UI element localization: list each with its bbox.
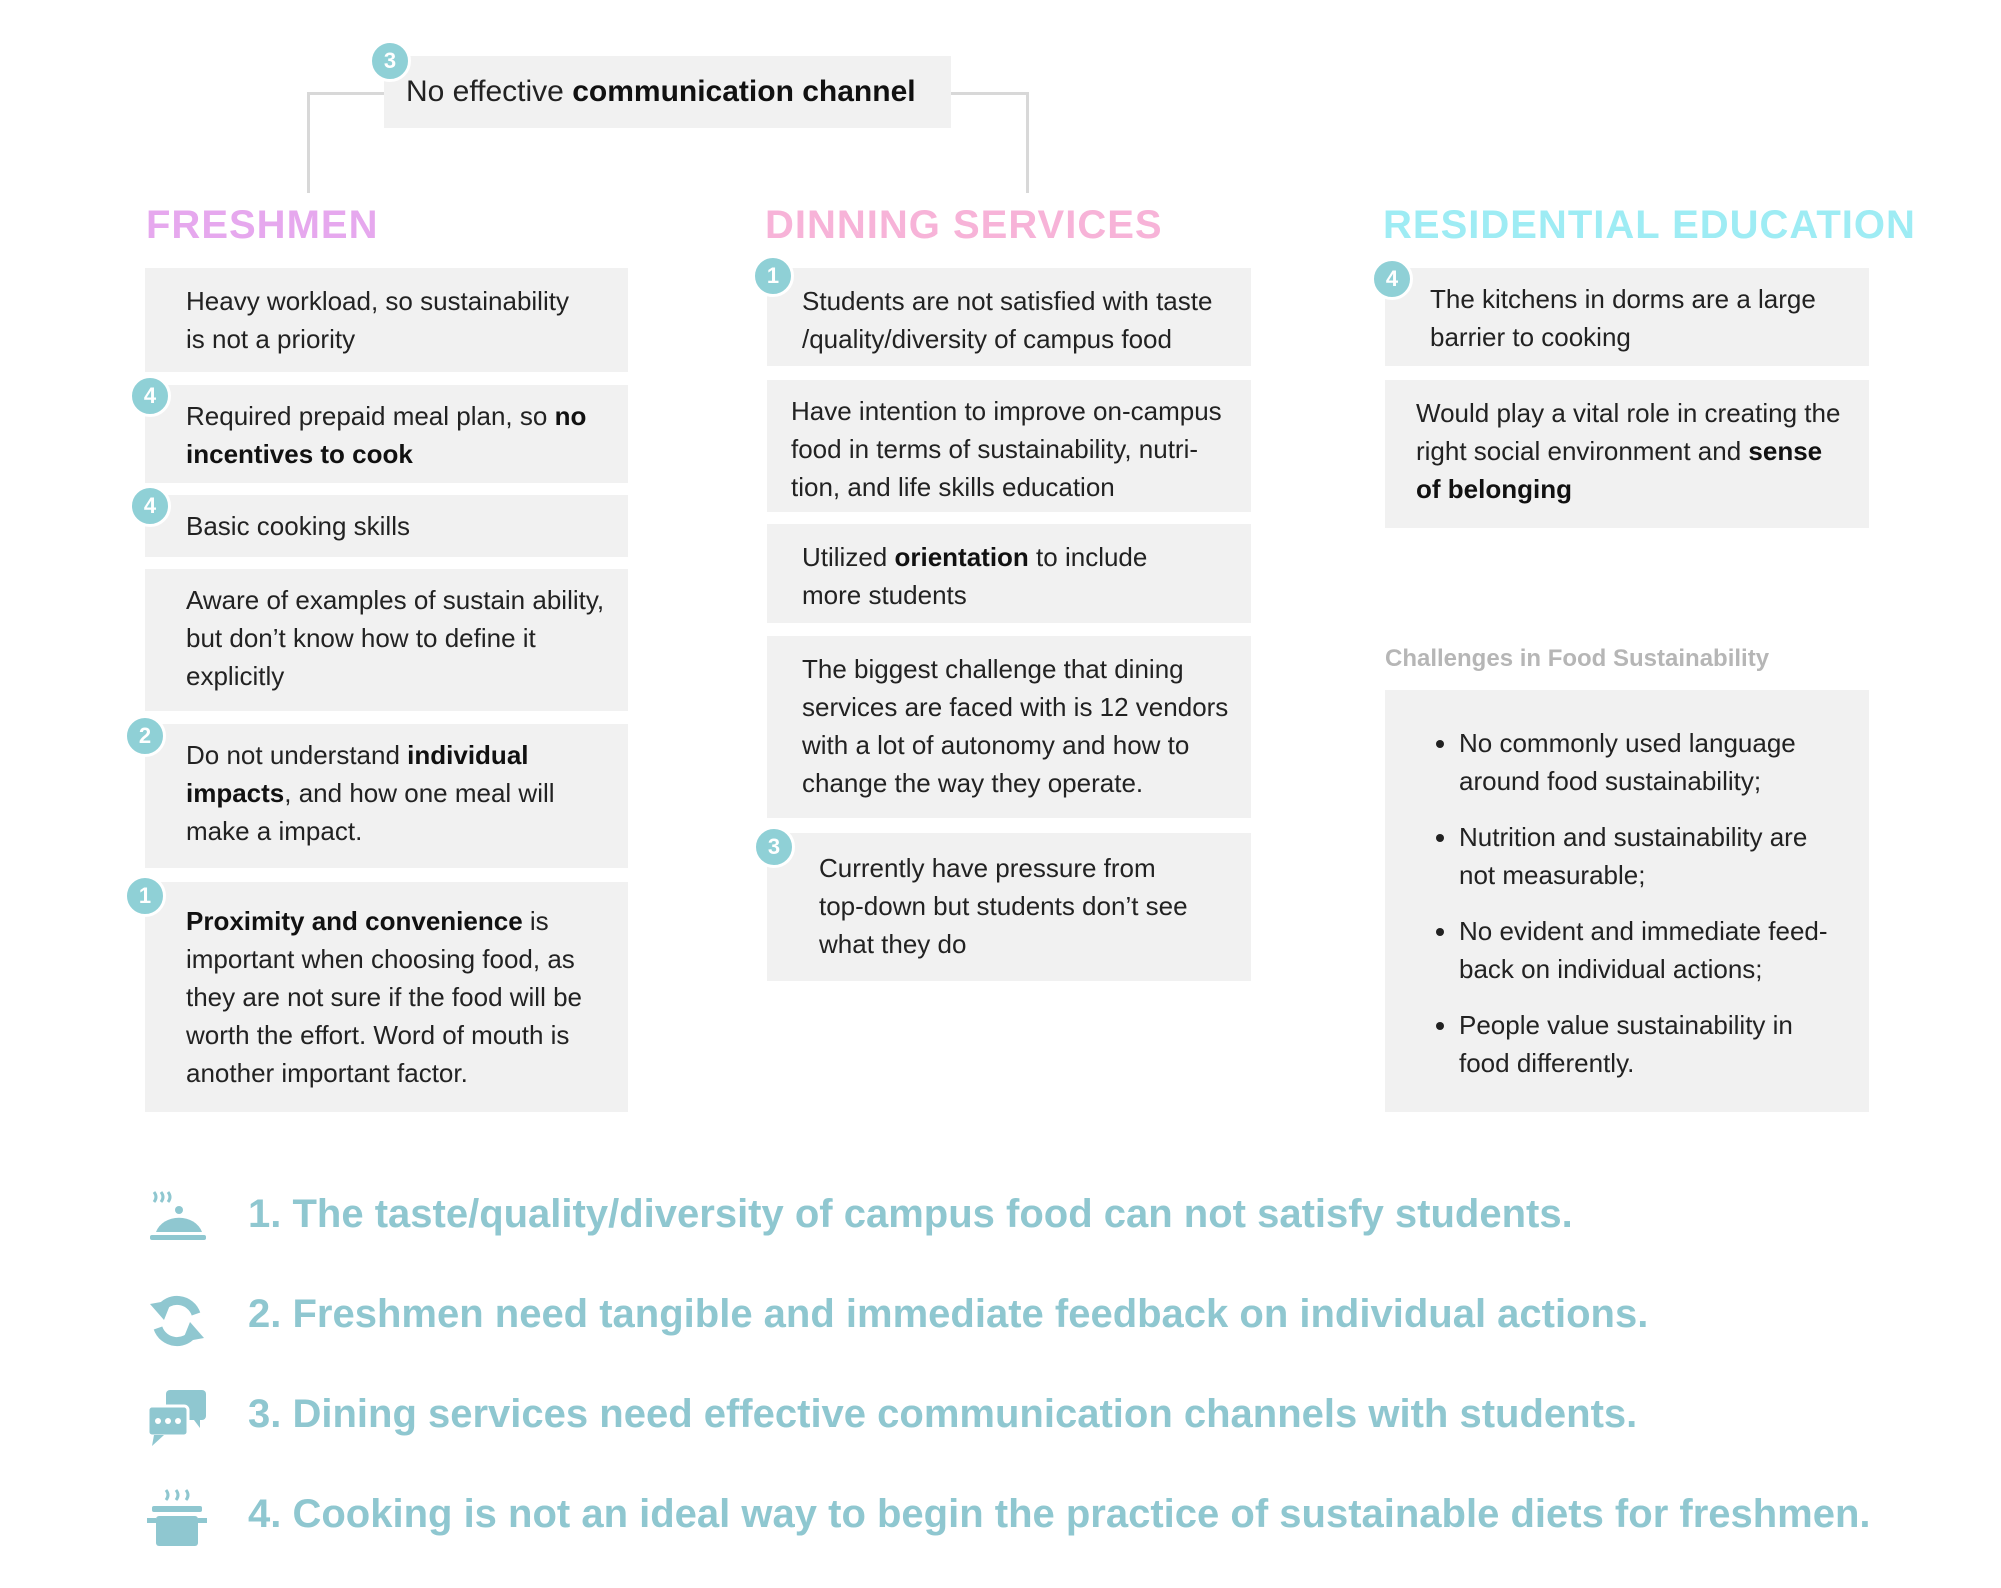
top-box-text: No effective [406,75,573,108]
residential-title: RESIDENTIAL EDUCATION [1383,203,1916,247]
residential-card-1-line2: barrier to cooking [1430,322,1631,352]
dining-card-3-line1 [802,538,1251,576]
dining-card-5-line1: Currently have pressure from [819,853,1156,883]
connector-right [950,92,1029,193]
residential-card-2-line1: Would play a vital role in creating the [1416,398,1841,428]
residential-card-1-line1: The kitchens in dorms are a large [1430,284,1816,314]
residential-card-1 [1385,268,1869,366]
freshmen-card-5-bold: individual [407,740,529,770]
dining-card-2 [767,380,1251,512]
dining-card-2-line3: tion, and life skills education [791,472,1115,502]
dining-card-5-line3: what they do [819,929,967,959]
dining-card-3-line2: more students [802,580,967,610]
challenges-list [1385,724,1869,1082]
freshmen-card-2-line2: incentives to cook [186,439,413,469]
challenge-1-line1: No commonly used language [1459,728,1796,758]
freshmen-card-1-line2: is not a priority [186,324,356,354]
challenge-3-line1: No evident and immediate feed- [1459,916,1828,946]
freshmen-card-3-line1: Basic cooking skills [186,511,410,541]
challenge-2-line2: not measurable; [1459,860,1646,890]
freshmen-card-4-line2: but don’t know how to define it [186,623,536,653]
dining-card-4-line1: The biggest challenge that dining [802,654,1184,684]
freshmen-card-4-line3: explicitly [186,661,285,691]
dining-card-4-line2: services are faced with is 12 vendors [802,692,1229,722]
dining-card-4-line3: with a lot of autonomy and how to [802,730,1190,760]
badge-freshmen-3: 4 [129,485,171,527]
freshmen-card-6-line2: important when choosing food, as [186,944,575,974]
freshmen-card-2-line1 [186,397,628,435]
dining-card-3-text2: to include [1028,542,1148,572]
insight-4: 4. Cooking is not an ideal way to begin the practice of sustainable diets for freshmen. [248,1492,1871,1536]
challenge-item [1459,1006,1869,1082]
residential-card-2-line2 [1416,432,1869,470]
freshmen-card-1 [145,268,628,372]
serving-dish-icon [146,1188,208,1250]
freshmen-card-5-line2 [186,774,628,812]
residential-card-2-bold: sense [1748,436,1823,466]
challenge-4-line1: People value sustainability in [1459,1010,1793,1040]
freshmen-card-5-bold2: impacts [186,778,285,808]
badge-freshmen-6: 1 [124,875,166,917]
freshmen-card-6-text: is [522,906,549,936]
dining-card-4-line4: change the way they operate. [802,768,1144,798]
connector-left [307,92,386,193]
top-box-bold: communication channel [572,75,916,108]
freshmen-card-6-line3: they are not sure if the food will be [186,982,583,1012]
dining-card-3-bold: orientation [894,542,1029,572]
insight-3: 3. Dining services need effective communication channels with students. [248,1392,1638,1436]
residential-card-2-line3: of belonging [1416,474,1572,504]
challenges-box [1385,690,1869,1112]
residential-card-2-text: right social environment and [1416,436,1749,466]
insight-2: 2. Freshmen need tangible and immediate feedback on individual actions. [248,1292,1649,1336]
freshmen-card-4-line1: Aware of examples of sustain ability, [186,585,605,615]
freshmen-card-6 [145,882,628,1112]
dining-card-1-line1: Students are not satisfied with taste [802,286,1213,316]
freshmen-card-5-line1 [186,736,628,774]
challenges-title: Challenges in Food Sustainability [1385,645,1770,672]
insight-1: 1. The taste/quality/diversity of campus food can not satisfy students. [248,1192,1573,1236]
dining-card-3 [767,524,1251,623]
challenge-1-line2: around food sustainability; [1459,766,1762,796]
freshmen-card-6-bold: Proximity and convenience [186,906,523,936]
chat-bubbles-icon [146,1388,208,1450]
challenge-item [1459,724,1869,800]
cooking-pot-icon [146,1488,208,1550]
challenge-4-line2: food differently. [1459,1048,1635,1078]
freshmen-card-5 [145,724,628,868]
dining-card-3-text: Utilized [802,542,895,572]
challenge-item [1459,912,1869,988]
dining-card-4 [767,636,1251,818]
freshmen-title: FRESHMEN [146,203,379,247]
freshmen-card-6-line1 [186,902,628,940]
residential-card-2 [1385,380,1869,528]
badge-residential-1: 4 [1371,258,1413,300]
refresh-icon [146,1290,208,1352]
challenge-2-line1: Nutrition and sustainability are [1459,822,1808,852]
badge-dining-5: 3 [753,826,795,868]
dining-card-2-line1: Have intention to improve on-campus [791,396,1222,426]
freshmen-card-2 [145,385,628,483]
freshmen-card-6-line4: worth the effort. Word of mouth is [186,1020,570,1050]
freshmen-card-4 [145,569,628,711]
freshmen-card-2-bold: no [554,401,587,431]
dining-card-5 [767,833,1251,981]
dining-card-1-line2: /quality/diversity of campus food [802,324,1172,354]
freshmen-card-5-text2: , and how one meal will [284,778,555,808]
badge-3-top: 3 [369,40,411,82]
freshmen-card-2-text: Required prepaid meal plan, so [186,401,555,431]
dining-title: DINNING SERVICES [765,203,1163,247]
freshmen-card-5-text: Do not understand [186,740,408,770]
dining-card-2-line2: food in terms of sustainability, nutri- [791,434,1199,464]
freshmen-card-6-line5: another important factor. [186,1058,468,1088]
badge-freshmen-2: 4 [129,375,171,417]
dining-card-1 [767,268,1251,366]
dining-card-5-line2: top-down but students don’t see [819,891,1188,921]
badge-freshmen-5: 2 [124,715,166,757]
freshmen-card-5-line3: make a impact. [186,816,363,846]
challenge-3-line2: back on individual actions; [1459,954,1763,984]
badge-dining-1: 1 [752,255,794,297]
communication-channel-box [384,56,951,128]
freshmen-card-1-line1: Heavy workload, so sustainability [186,286,569,316]
freshmen-card-3 [145,495,628,557]
challenge-item [1459,818,1869,894]
